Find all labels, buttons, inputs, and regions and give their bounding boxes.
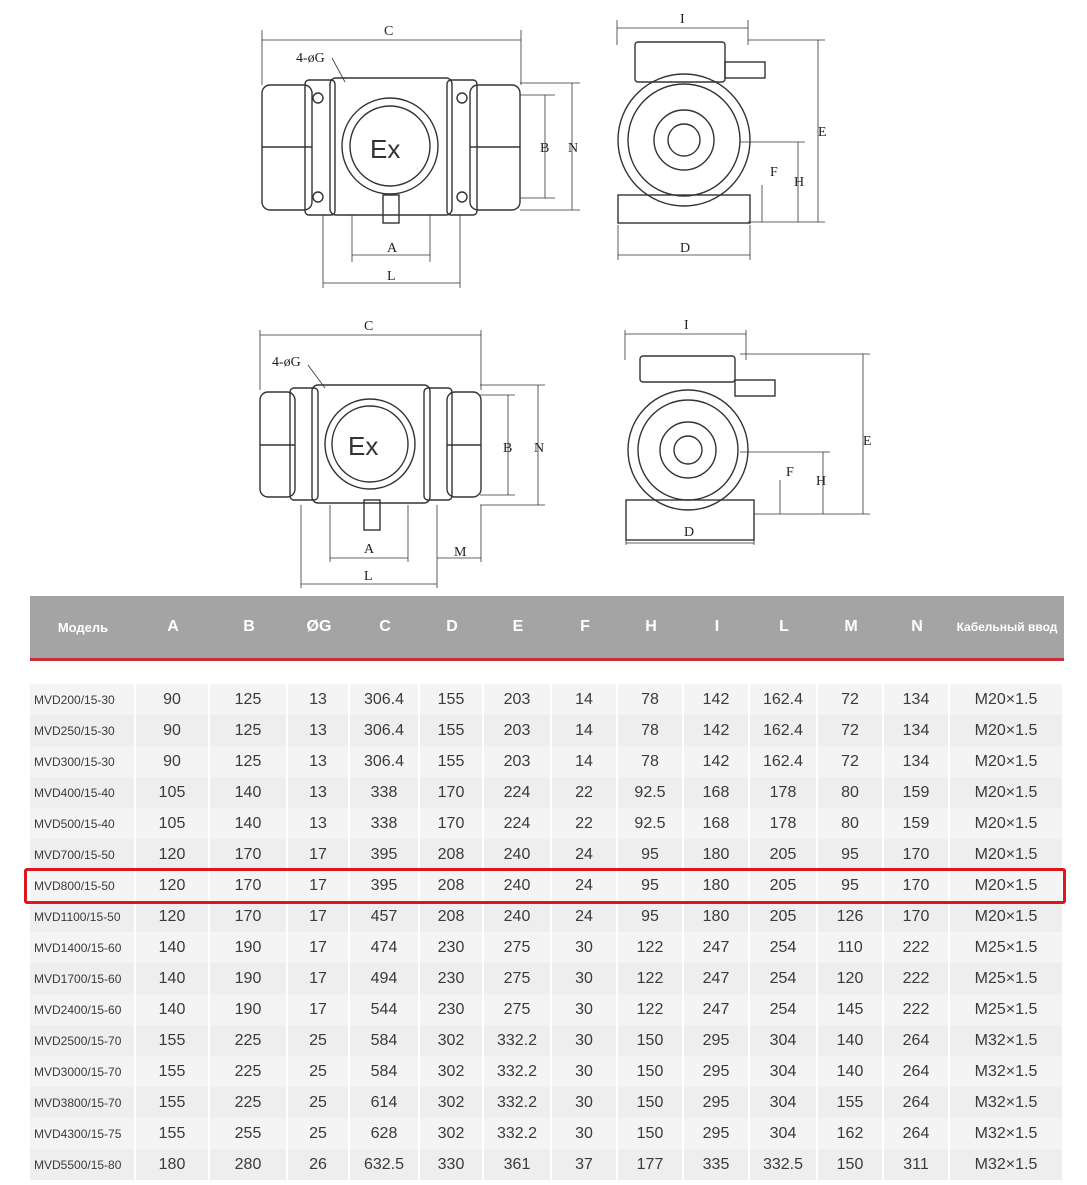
value-cell: 332.2 xyxy=(484,1056,552,1087)
value-cell: 332.2 xyxy=(484,1087,552,1118)
column-header: L xyxy=(750,596,818,661)
value-cell: 95 xyxy=(618,839,684,870)
dim-label-d: D xyxy=(680,241,691,256)
dim-label-d-2: D xyxy=(684,525,695,540)
dim-label-l-2: L xyxy=(364,569,373,584)
column-header: D xyxy=(420,596,484,661)
column-header: N xyxy=(884,596,950,661)
value-cell: 170 xyxy=(420,777,484,808)
value-cell: 330 xyxy=(420,1149,484,1180)
value-cell: 155 xyxy=(420,715,484,746)
value-cell: 332.2 xyxy=(484,1025,552,1056)
dim-label-a: A xyxy=(387,241,398,256)
value-cell: 205 xyxy=(750,839,818,870)
value-cell: 159 xyxy=(884,808,950,839)
model-cell: MVD4300/15-75 xyxy=(30,1118,136,1149)
value-cell: 30 xyxy=(552,1025,618,1056)
value-cell: 126 xyxy=(818,901,884,932)
value-cell: M25×1.5 xyxy=(950,932,1064,963)
value-cell: 92.5 xyxy=(618,777,684,808)
value-cell: 122 xyxy=(618,994,684,1025)
model-cell: MVD1700/15-60 xyxy=(30,963,136,994)
value-cell: 140 xyxy=(210,777,288,808)
value-cell: 120 xyxy=(136,870,210,901)
dim-label-f: F xyxy=(770,165,778,180)
value-cell: 13 xyxy=(288,777,350,808)
value-cell: 632.5 xyxy=(350,1149,420,1180)
drawing-svg xyxy=(0,0,1087,592)
column-header: Кабельный ввод xyxy=(950,596,1064,661)
dim-label-n: N xyxy=(568,141,579,156)
value-cell: 332.2 xyxy=(484,1118,552,1149)
value-cell: 395 xyxy=(350,839,420,870)
technical-drawings xyxy=(0,0,1087,592)
value-cell: 150 xyxy=(618,1118,684,1149)
value-cell: 95 xyxy=(818,870,884,901)
value-cell: 95 xyxy=(618,870,684,901)
table-row xyxy=(30,808,1064,839)
value-cell: 332.5 xyxy=(750,1149,818,1180)
value-cell: 134 xyxy=(884,715,950,746)
model-cell: MVD500/15-40 xyxy=(30,808,136,839)
value-cell: 90 xyxy=(136,715,210,746)
value-cell: 264 xyxy=(884,1118,950,1149)
bottom-front-view xyxy=(260,330,545,588)
value-cell: 17 xyxy=(288,901,350,932)
value-cell: 24 xyxy=(552,870,618,901)
value-cell: 17 xyxy=(288,994,350,1025)
value-cell: 302 xyxy=(420,1056,484,1087)
value-cell: 306.4 xyxy=(350,715,420,746)
value-cell: 17 xyxy=(288,870,350,901)
model-cell: MVD700/15-50 xyxy=(30,839,136,870)
value-cell: 120 xyxy=(136,901,210,932)
value-cell: 170 xyxy=(420,808,484,839)
value-cell: 168 xyxy=(684,808,750,839)
model-cell: MVD3800/15-70 xyxy=(30,1087,136,1118)
dim-label-i-2: I xyxy=(684,318,689,333)
value-cell: M20×1.5 xyxy=(950,715,1064,746)
value-cell: 222 xyxy=(884,994,950,1025)
value-cell: 302 xyxy=(420,1118,484,1149)
value-cell: 155 xyxy=(818,1087,884,1118)
value-cell: 134 xyxy=(884,746,950,777)
value-cell: 30 xyxy=(552,994,618,1025)
dim-label-m: M xyxy=(454,545,467,560)
value-cell: 95 xyxy=(618,901,684,932)
value-cell: 628 xyxy=(350,1118,420,1149)
value-cell: 295 xyxy=(684,1025,750,1056)
value-cell: 30 xyxy=(552,963,618,994)
value-cell: 72 xyxy=(818,715,884,746)
value-cell: 170 xyxy=(210,870,288,901)
value-cell: 72 xyxy=(818,684,884,715)
dim-label-c-2: C xyxy=(364,319,374,334)
value-cell: 264 xyxy=(884,1087,950,1118)
value-cell: 155 xyxy=(420,746,484,777)
value-cell: 205 xyxy=(750,901,818,932)
value-cell: 302 xyxy=(420,1025,484,1056)
value-cell: 247 xyxy=(684,994,750,1025)
value-cell: 255 xyxy=(210,1118,288,1149)
top-side-view xyxy=(617,20,825,260)
value-cell: 295 xyxy=(684,1087,750,1118)
value-cell: 17 xyxy=(288,932,350,963)
table-row xyxy=(30,1149,1064,1180)
value-cell: 30 xyxy=(552,932,618,963)
value-cell: 203 xyxy=(484,715,552,746)
value-cell: 25 xyxy=(288,1056,350,1087)
highlighted-row-outline xyxy=(24,868,1066,904)
value-cell: 80 xyxy=(818,777,884,808)
value-cell: 30 xyxy=(552,1087,618,1118)
value-cell: 162.4 xyxy=(750,715,818,746)
value-cell: 224 xyxy=(484,808,552,839)
value-cell: 304 xyxy=(750,1056,818,1087)
value-cell: M20×1.5 xyxy=(950,870,1064,901)
value-cell: 140 xyxy=(818,1025,884,1056)
value-cell: M32×1.5 xyxy=(950,1118,1064,1149)
dim-label-e-2: E xyxy=(863,434,872,449)
value-cell: 180 xyxy=(684,839,750,870)
value-cell: 222 xyxy=(884,963,950,994)
value-cell: 14 xyxy=(552,715,618,746)
value-cell: 225 xyxy=(210,1025,288,1056)
column-header: A xyxy=(136,596,210,661)
value-cell: 584 xyxy=(350,1056,420,1087)
value-cell: M32×1.5 xyxy=(950,1056,1064,1087)
value-cell: 170 xyxy=(210,901,288,932)
value-cell: 180 xyxy=(684,901,750,932)
value-cell: 254 xyxy=(750,963,818,994)
column-header: H xyxy=(618,596,684,661)
value-cell: 155 xyxy=(420,684,484,715)
table-row xyxy=(30,715,1064,746)
value-cell: 240 xyxy=(484,839,552,870)
value-cell: 311 xyxy=(884,1149,950,1180)
value-cell: 145 xyxy=(818,994,884,1025)
top-front-view xyxy=(262,30,580,288)
value-cell: 180 xyxy=(136,1149,210,1180)
value-cell: 150 xyxy=(618,1087,684,1118)
value-cell: M25×1.5 xyxy=(950,963,1064,994)
value-cell: 275 xyxy=(484,932,552,963)
model-cell: MVD800/15-50 xyxy=(30,870,136,901)
value-cell: 304 xyxy=(750,1087,818,1118)
value-cell: 125 xyxy=(210,746,288,777)
value-cell: 168 xyxy=(684,777,750,808)
value-cell: 142 xyxy=(684,715,750,746)
model-cell: MVD2400/15-60 xyxy=(30,994,136,1025)
column-header: E xyxy=(484,596,552,661)
value-cell: 162 xyxy=(818,1118,884,1149)
value-cell: 140 xyxy=(818,1056,884,1087)
value-cell: 361 xyxy=(484,1149,552,1180)
value-cell: 14 xyxy=(552,684,618,715)
value-cell: 125 xyxy=(210,715,288,746)
table-spacer xyxy=(30,661,1064,684)
value-cell: M20×1.5 xyxy=(950,777,1064,808)
table-row xyxy=(30,1087,1064,1118)
value-cell: 178 xyxy=(750,777,818,808)
value-cell: 155 xyxy=(136,1056,210,1087)
value-cell: 134 xyxy=(884,684,950,715)
model-cell: MVD200/15-30 xyxy=(30,684,136,715)
table-row xyxy=(30,994,1064,1025)
value-cell: 30 xyxy=(552,1118,618,1149)
value-cell: 30 xyxy=(552,1056,618,1087)
value-cell: 140 xyxy=(136,994,210,1025)
value-cell: 275 xyxy=(484,994,552,1025)
table-row xyxy=(30,901,1064,932)
value-cell: 125 xyxy=(210,684,288,715)
value-cell: 190 xyxy=(210,963,288,994)
table-row xyxy=(30,839,1064,870)
table-header-row xyxy=(30,596,1064,661)
value-cell: 155 xyxy=(136,1087,210,1118)
value-cell: 90 xyxy=(136,684,210,715)
value-cell: 78 xyxy=(618,746,684,777)
value-cell: M20×1.5 xyxy=(950,746,1064,777)
value-cell: 208 xyxy=(420,839,484,870)
ex-mark-2: Ex xyxy=(348,431,379,461)
value-cell: 155 xyxy=(136,1118,210,1149)
value-cell: 25 xyxy=(288,1087,350,1118)
value-cell: 254 xyxy=(750,932,818,963)
value-cell: 26 xyxy=(288,1149,350,1180)
dim-label-b-2: B xyxy=(503,441,513,456)
value-cell: 304 xyxy=(750,1118,818,1149)
value-cell: 178 xyxy=(750,808,818,839)
value-cell: 240 xyxy=(484,870,552,901)
value-cell: 13 xyxy=(288,746,350,777)
column-header: Модель xyxy=(30,596,136,661)
value-cell: 280 xyxy=(210,1149,288,1180)
value-cell: 155 xyxy=(136,1025,210,1056)
value-cell: 306.4 xyxy=(350,746,420,777)
table-row xyxy=(30,1025,1064,1056)
value-cell: 14 xyxy=(552,746,618,777)
value-cell: 159 xyxy=(884,777,950,808)
value-cell: 140 xyxy=(210,808,288,839)
column-header: I xyxy=(684,596,750,661)
value-cell: 225 xyxy=(210,1087,288,1118)
value-cell: 140 xyxy=(136,963,210,994)
model-cell: MVD5500/15-80 xyxy=(30,1149,136,1180)
model-cell: MVD300/15-30 xyxy=(30,746,136,777)
dim-label-b: B xyxy=(540,141,550,156)
value-cell: 170 xyxy=(884,839,950,870)
value-cell: 162.4 xyxy=(750,746,818,777)
value-cell: 78 xyxy=(618,715,684,746)
value-cell: 150 xyxy=(618,1025,684,1056)
value-cell: 224 xyxy=(484,777,552,808)
dim-label-i: I xyxy=(680,12,685,27)
dim-label-g: 4-øG xyxy=(296,51,325,66)
value-cell: 95 xyxy=(818,839,884,870)
model-cell: MVD1100/15-50 xyxy=(30,901,136,932)
value-cell: 150 xyxy=(818,1149,884,1180)
value-cell: 105 xyxy=(136,808,210,839)
value-cell: 222 xyxy=(884,932,950,963)
value-cell: 72 xyxy=(818,746,884,777)
value-cell: 13 xyxy=(288,808,350,839)
value-cell: 142 xyxy=(684,746,750,777)
value-cell: 120 xyxy=(818,963,884,994)
value-cell: M32×1.5 xyxy=(950,1149,1064,1180)
value-cell: 122 xyxy=(618,932,684,963)
value-cell: 22 xyxy=(552,808,618,839)
value-cell: 264 xyxy=(884,1025,950,1056)
value-cell: 140 xyxy=(136,932,210,963)
value-cell: 230 xyxy=(420,994,484,1025)
value-cell: 13 xyxy=(288,715,350,746)
value-cell: 122 xyxy=(618,963,684,994)
value-cell: 295 xyxy=(684,1118,750,1149)
value-cell: 544 xyxy=(350,994,420,1025)
value-cell: 230 xyxy=(420,963,484,994)
value-cell: 78 xyxy=(618,684,684,715)
value-cell: 142 xyxy=(684,684,750,715)
value-cell: 247 xyxy=(684,963,750,994)
value-cell: 304 xyxy=(750,1025,818,1056)
column-header: M xyxy=(818,596,884,661)
column-header: C xyxy=(350,596,420,661)
value-cell: 120 xyxy=(136,839,210,870)
value-cell: 37 xyxy=(552,1149,618,1180)
table-row xyxy=(30,932,1064,963)
value-cell: M20×1.5 xyxy=(950,684,1064,715)
dim-label-n-2: N xyxy=(534,441,545,456)
value-cell: 25 xyxy=(288,1118,350,1149)
value-cell: 92.5 xyxy=(618,808,684,839)
table-body xyxy=(30,684,1064,1180)
value-cell: M32×1.5 xyxy=(950,1025,1064,1056)
value-cell: 170 xyxy=(884,901,950,932)
model-cell: MVD3000/15-70 xyxy=(30,1056,136,1087)
dim-label-h: H xyxy=(794,175,805,190)
value-cell: 275 xyxy=(484,963,552,994)
value-cell: 338 xyxy=(350,777,420,808)
value-cell: 208 xyxy=(420,870,484,901)
value-cell: M20×1.5 xyxy=(950,839,1064,870)
model-cell: MVD1400/15-60 xyxy=(30,932,136,963)
value-cell: 338 xyxy=(350,808,420,839)
column-header: F xyxy=(552,596,618,661)
dim-label-l: L xyxy=(387,269,396,284)
model-cell: MVD400/15-40 xyxy=(30,777,136,808)
value-cell: 208 xyxy=(420,901,484,932)
value-cell: 17 xyxy=(288,839,350,870)
model-cell: MVD250/15-30 xyxy=(30,715,136,746)
value-cell: 474 xyxy=(350,932,420,963)
value-cell: 247 xyxy=(684,932,750,963)
value-cell: 230 xyxy=(420,932,484,963)
value-cell: M20×1.5 xyxy=(950,808,1064,839)
dim-label-g-2: 4-øG xyxy=(272,355,301,370)
value-cell: M20×1.5 xyxy=(950,901,1064,932)
value-cell: 295 xyxy=(684,1056,750,1087)
value-cell: 180 xyxy=(684,870,750,901)
value-cell: 225 xyxy=(210,1056,288,1087)
value-cell: 25 xyxy=(288,1025,350,1056)
column-header: B xyxy=(210,596,288,661)
value-cell: 80 xyxy=(818,808,884,839)
value-cell: 306.4 xyxy=(350,684,420,715)
dim-label-e: E xyxy=(818,125,827,140)
value-cell: 90 xyxy=(136,746,210,777)
value-cell: 203 xyxy=(484,746,552,777)
ex-mark: Ex xyxy=(370,134,401,164)
value-cell: 205 xyxy=(750,870,818,901)
value-cell: 494 xyxy=(350,963,420,994)
value-cell: 203 xyxy=(484,684,552,715)
value-cell: 162.4 xyxy=(750,684,818,715)
value-cell: 24 xyxy=(552,901,618,932)
dim-label-f-2: F xyxy=(786,465,794,480)
table-row xyxy=(30,746,1064,777)
value-cell: 457 xyxy=(350,901,420,932)
dim-label-a-2: A xyxy=(364,542,375,557)
value-cell: 170 xyxy=(884,870,950,901)
value-cell: 17 xyxy=(288,963,350,994)
bottom-side-view xyxy=(625,330,870,545)
dim-label-h-2: H xyxy=(816,474,827,489)
value-cell: 302 xyxy=(420,1087,484,1118)
value-cell: 395 xyxy=(350,870,420,901)
value-cell: 177 xyxy=(618,1149,684,1180)
table-row xyxy=(30,777,1064,808)
value-cell: 335 xyxy=(684,1149,750,1180)
value-cell: 614 xyxy=(350,1087,420,1118)
value-cell: M32×1.5 xyxy=(950,1087,1064,1118)
value-cell: 190 xyxy=(210,994,288,1025)
table-row xyxy=(30,1056,1064,1087)
value-cell: 22 xyxy=(552,777,618,808)
value-cell: 110 xyxy=(818,932,884,963)
value-cell: 150 xyxy=(618,1056,684,1087)
table-row xyxy=(30,684,1064,715)
table-row xyxy=(30,1118,1064,1149)
model-cell: MVD2500/15-70 xyxy=(30,1025,136,1056)
value-cell: 240 xyxy=(484,901,552,932)
dim-label-c: C xyxy=(384,24,394,39)
value-cell: 190 xyxy=(210,932,288,963)
value-cell: 254 xyxy=(750,994,818,1025)
value-cell: 24 xyxy=(552,839,618,870)
table-row xyxy=(30,963,1064,994)
column-header: ØG xyxy=(288,596,350,661)
value-cell: 170 xyxy=(210,839,288,870)
value-cell: M25×1.5 xyxy=(950,994,1064,1025)
value-cell: 13 xyxy=(288,684,350,715)
value-cell: 264 xyxy=(884,1056,950,1087)
value-cell: 105 xyxy=(136,777,210,808)
value-cell: 584 xyxy=(350,1025,420,1056)
